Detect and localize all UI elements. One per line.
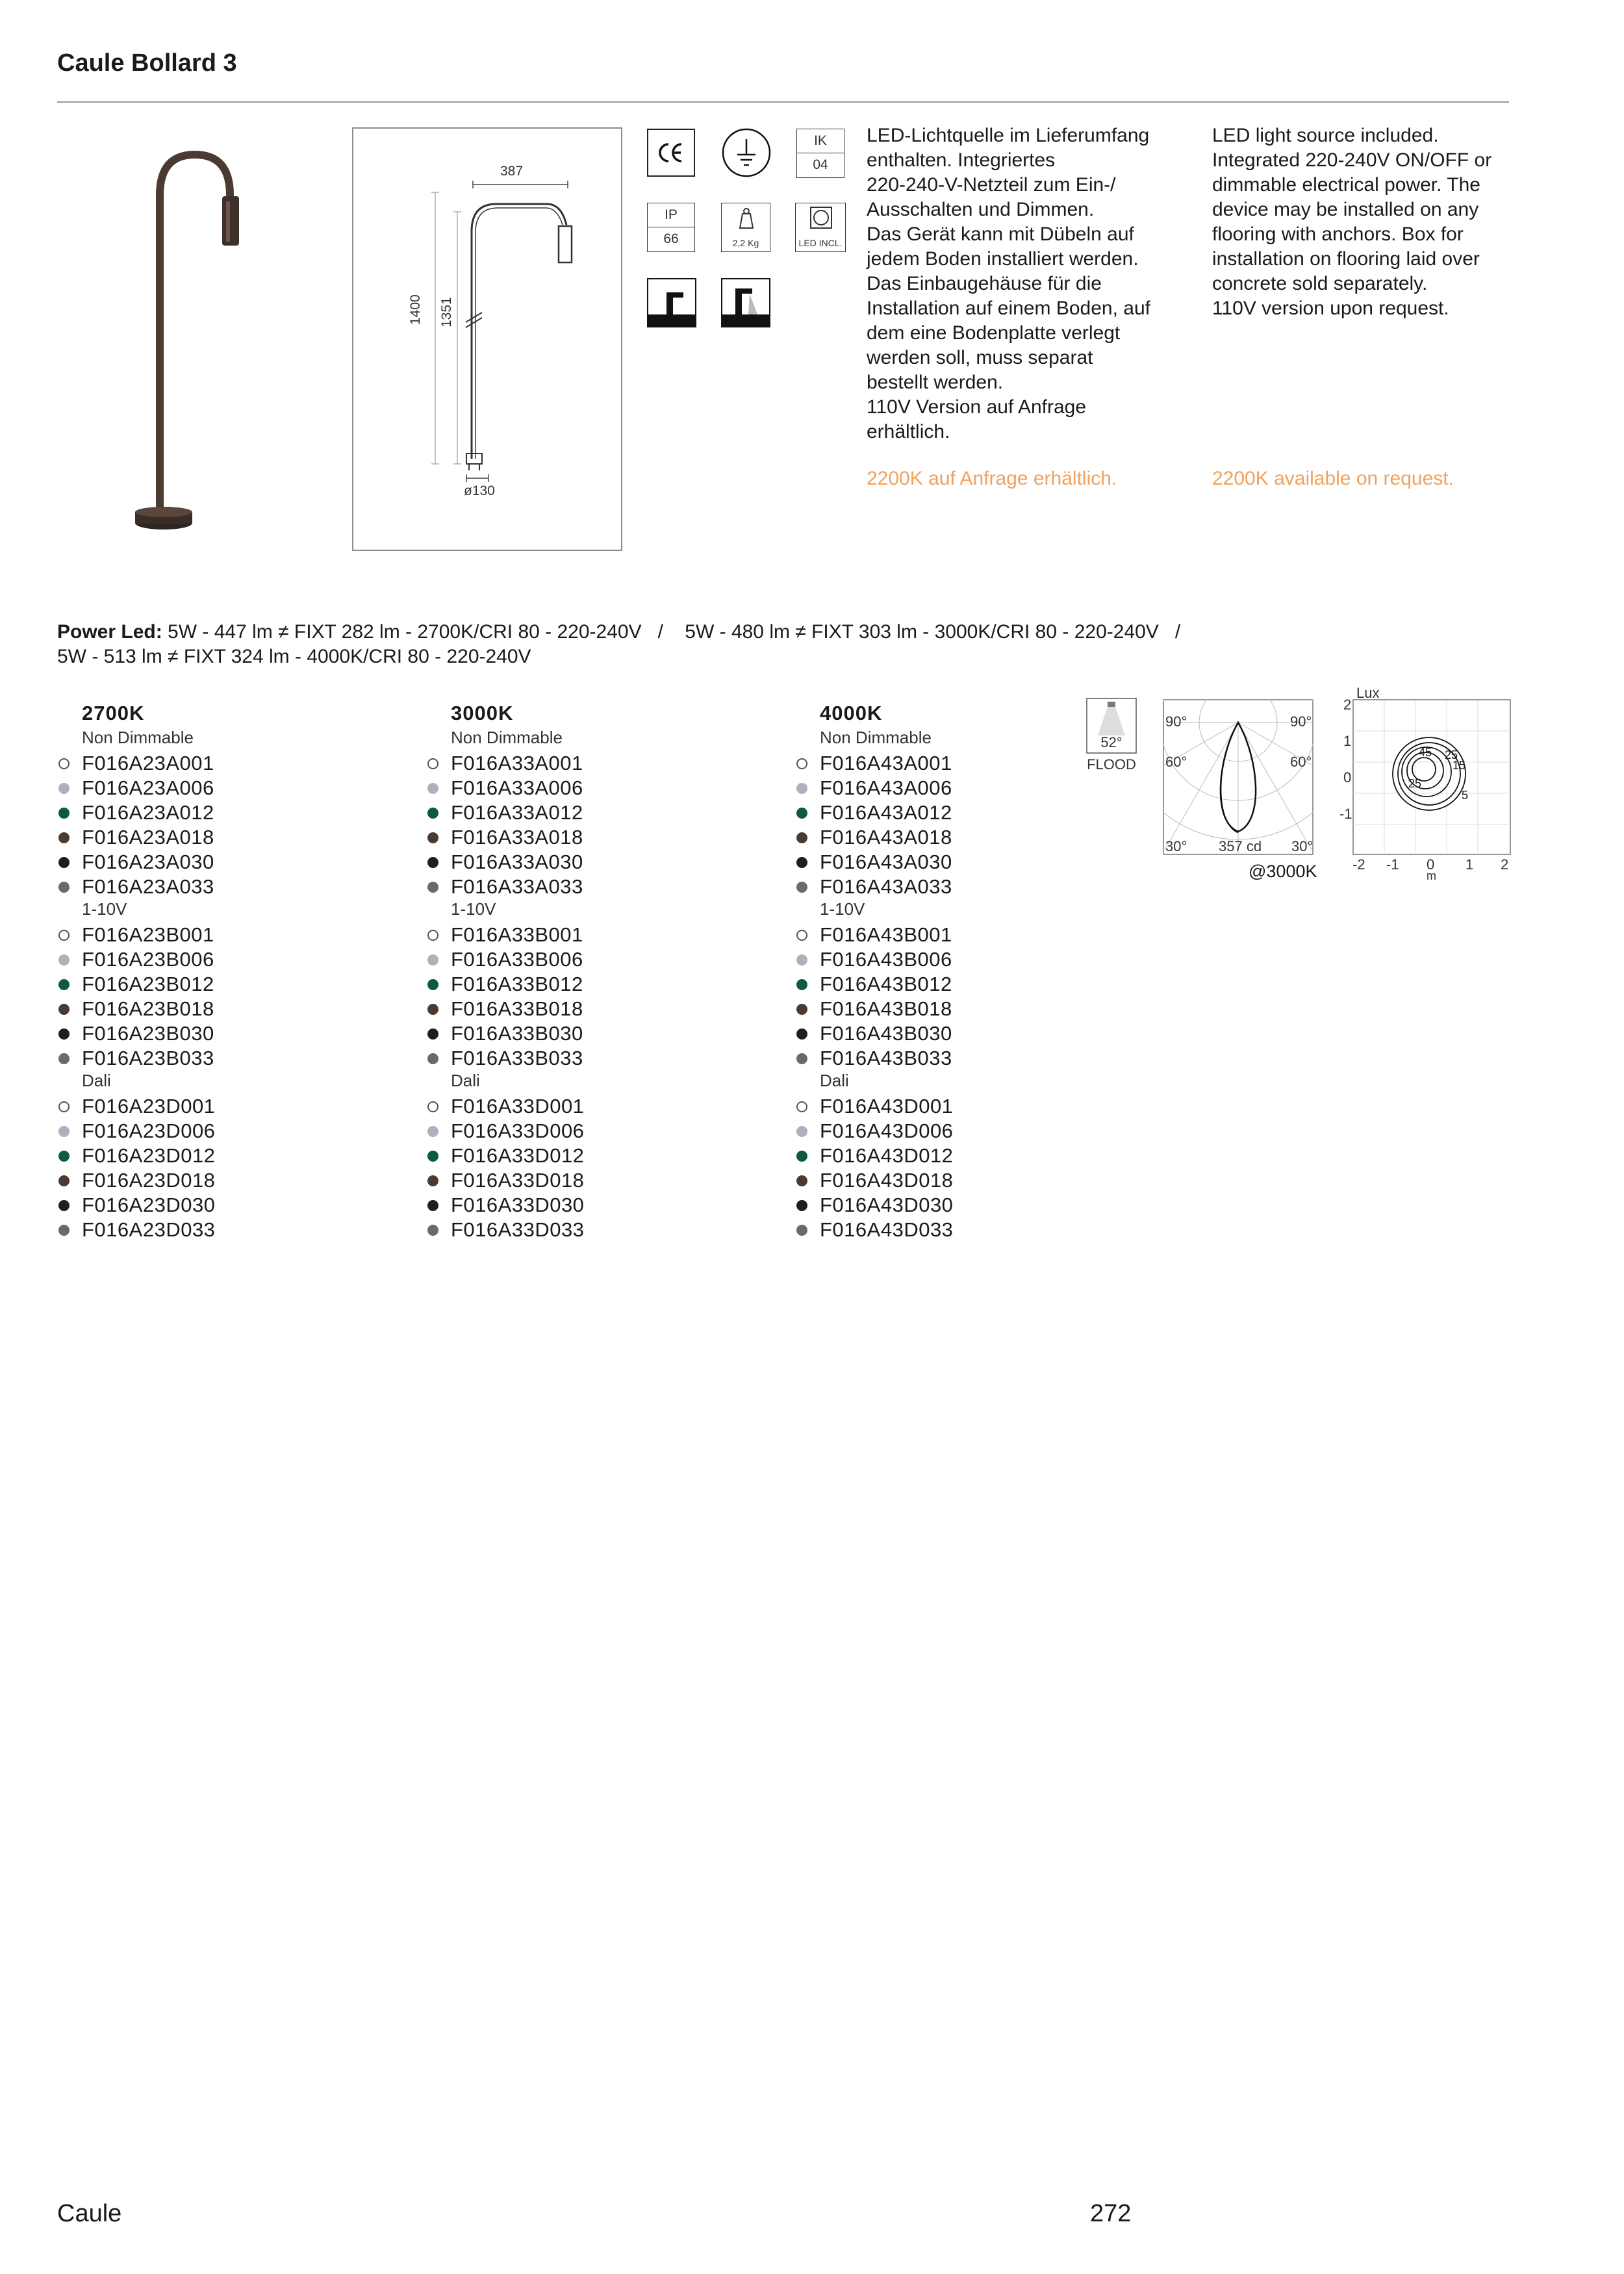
code-row [82, 1046, 394, 1071]
code-row [82, 776, 394, 800]
finish-color-dot [58, 1101, 70, 1112]
product-code: F016A23B033 [82, 1047, 214, 1069]
led-incl-label: LED INCL. [798, 238, 843, 248]
polar-60-left: 60° [1165, 754, 1187, 770]
lux-x-unit: m [1427, 869, 1436, 882]
finish-color-dot [796, 758, 807, 769]
note-2200k-de: 2200K auf Anfrage erhältlich. [867, 468, 1117, 489]
lux-x-tick-0: 0 [1427, 856, 1435, 873]
product-code: F016A23B006 [82, 948, 214, 971]
finish-color-dot [796, 857, 807, 868]
finish-color-dot [427, 954, 438, 965]
weight-box [721, 203, 770, 252]
code-row [82, 751, 394, 776]
code-row [820, 875, 1132, 899]
note-2200k-en: 2200K available on request. [1212, 468, 1454, 489]
code-row [82, 1021, 394, 1046]
group-label: Dali [451, 1071, 480, 1090]
code-row [820, 825, 1132, 850]
product-code: F016A23B012 [82, 973, 214, 995]
product-code: F016A43D001 [820, 1095, 954, 1118]
finish-color-dot [796, 1200, 807, 1211]
finish-color-dot [796, 832, 807, 843]
product-code: F016A23A001 [82, 752, 214, 774]
group-label: 1-10V [451, 899, 496, 919]
code-row [451, 1168, 763, 1193]
product-code: F016A33A030 [451, 850, 583, 873]
finish-color-dot [58, 1151, 70, 1162]
footer-family: Caule [57, 2200, 122, 2227]
description-de-line: enthalten. Integriertes [867, 149, 1056, 171]
led-icon [796, 203, 846, 235]
finish-color-dot [427, 979, 438, 990]
code-row [820, 997, 1132, 1021]
description-en-line: dimmable electrical power. The [1212, 174, 1480, 196]
product-code: F016A43B001 [820, 923, 952, 946]
product-code: F016A43A033 [820, 875, 952, 898]
finish-color-dot [427, 1053, 438, 1064]
finish-color-dot [796, 1225, 807, 1236]
product-code: F016A43D018 [820, 1169, 954, 1192]
product-code: F016A43D006 [820, 1119, 954, 1142]
installation-floor-icon [647, 278, 696, 327]
product-code: F016A23D018 [82, 1169, 216, 1192]
product-code: F016A23B030 [82, 1022, 214, 1045]
code-row [82, 1218, 394, 1242]
finish-color-dot [796, 808, 807, 819]
description-de-line: Das Einbaugehäuse für die [867, 273, 1102, 294]
code-row [451, 1143, 763, 1168]
finish-color-dot [427, 1200, 438, 1211]
product-code: F016A33B006 [451, 948, 583, 971]
code-row [82, 1119, 394, 1143]
installation-beam-icon [721, 278, 770, 327]
polar-30-right: 30° [1291, 838, 1313, 854]
weight-value: 2,2 Kg [732, 238, 759, 248]
product-code: F016A33A033 [451, 875, 583, 898]
product-code: F016A43D012 [820, 1144, 954, 1167]
lux-ring-15: 15 [1453, 759, 1466, 772]
product-code: F016A33B033 [451, 1047, 583, 1069]
description-de-line: 220-240-V-Netzteil zum Ein-/ [867, 174, 1116, 196]
product-code: F016A23D030 [82, 1194, 216, 1216]
code-row [451, 923, 763, 947]
code-row [820, 1168, 1132, 1193]
finish-color-dot [427, 857, 438, 868]
description-en-line: device may be installed on any [1212, 199, 1479, 220]
code-row [820, 947, 1132, 972]
finish-color-dot [796, 783, 807, 794]
lux-ring-5: 5 [1462, 789, 1469, 802]
finish-color-dot [796, 882, 807, 893]
description-de-line: werden soll, muss separat [867, 347, 1093, 368]
finish-color-dot [58, 954, 70, 965]
column-heading: 2700K [82, 702, 145, 724]
code-row [451, 875, 763, 899]
beam-angle-value: 52° [1100, 734, 1123, 750]
code-row [82, 947, 394, 972]
ik-value: 04 [813, 157, 828, 172]
code-row [451, 1021, 763, 1046]
group-label: 1-10V [820, 899, 865, 919]
code-row [451, 997, 763, 1021]
finish-color-dot [796, 930, 807, 941]
code-row [82, 1143, 394, 1168]
finish-color-dot [58, 1225, 70, 1236]
description-en [1212, 123, 1517, 321]
code-row [82, 1193, 394, 1218]
finish-color-dot [796, 1004, 807, 1015]
lux-ring-25: 25 [1445, 748, 1458, 761]
product-code: F016A23A012 [82, 801, 214, 824]
product-code: F016A23A018 [82, 826, 214, 849]
title-divider [57, 101, 1509, 103]
product-code: F016A43A001 [820, 752, 952, 774]
product-code: F016A33A001 [451, 752, 583, 774]
product-code: F016A23D012 [82, 1144, 216, 1167]
code-row [451, 972, 763, 997]
code-row [820, 1119, 1132, 1143]
product-code: F016A33A006 [451, 776, 583, 799]
code-row [820, 1218, 1132, 1242]
codes-column-4000k [820, 702, 1132, 1242]
finish-color-dot [427, 832, 438, 843]
product-code: F016A33D006 [451, 1119, 585, 1142]
code-row [82, 1168, 394, 1193]
lux-unit: Lux [1356, 685, 1380, 701]
finish-color-dot [58, 758, 70, 769]
product-code: F016A43A018 [820, 826, 952, 849]
description-de-line: erhältlich. [867, 421, 950, 442]
product-code: F016A33A018 [451, 826, 583, 849]
finish-color-dot [796, 979, 807, 990]
product-code: F016A33B018 [451, 997, 583, 1020]
code-row [451, 1193, 763, 1218]
group-label: Non Dimmable [820, 728, 932, 747]
finish-color-dot [796, 1101, 807, 1112]
weight-icon [722, 203, 771, 235]
finish-color-dot [796, 1175, 807, 1186]
product-code: F016A43A012 [820, 801, 952, 824]
finish-color-dot [427, 758, 438, 769]
finish-color-dot [427, 882, 438, 893]
finish-color-dot [58, 857, 70, 868]
code-row [451, 825, 763, 850]
product-code: F016A33D033 [451, 1218, 585, 1241]
column-heading: 4000K [820, 702, 883, 724]
polar-90-right: 90° [1290, 713, 1312, 730]
polar-30-left: 30° [1165, 838, 1187, 854]
code-row [451, 751, 763, 776]
product-code: F016A33B030 [451, 1022, 583, 1045]
lux-y-tick-2: 2 [1343, 696, 1352, 713]
finish-color-dot [58, 1126, 70, 1137]
product-code: F016A43A006 [820, 776, 952, 799]
finish-color-dot [427, 1101, 438, 1112]
code-row [82, 1094, 394, 1119]
description-de-line: Das Gerät kann mit Dübeln auf [867, 224, 1134, 245]
description-de [867, 123, 1198, 444]
code-row [82, 825, 394, 850]
group-label: Non Dimmable [451, 728, 563, 747]
finish-color-dot [58, 979, 70, 990]
code-row [820, 1143, 1132, 1168]
code-row [82, 850, 394, 875]
group-label: 1-10V [82, 899, 127, 919]
code-row [820, 923, 1132, 947]
code-row [451, 1094, 763, 1119]
description-de-line: 110V Version auf Anfrage [867, 396, 1087, 418]
ground-class-icon [721, 127, 772, 178]
product-code: F016A43B006 [820, 948, 952, 971]
group-label: Dali [820, 1071, 849, 1090]
finish-color-dot [427, 808, 438, 819]
lux-x-tick-neg2: -2 [1352, 856, 1365, 873]
finish-color-dot [427, 930, 438, 941]
finish-color-dot [796, 954, 807, 965]
polar-caption: @3000K [1249, 862, 1317, 881]
page-number: 272 [1090, 2200, 1132, 2227]
code-row [451, 1218, 763, 1242]
lux-ring-25-inner: 25 [1408, 777, 1422, 790]
ip-label: IP [648, 203, 694, 227]
product-photo [117, 143, 273, 546]
code-row [820, 850, 1132, 875]
finish-color-dot [58, 882, 70, 893]
ik-rating [796, 129, 844, 178]
ik-label: IK [797, 129, 844, 153]
ce-mark [647, 129, 695, 177]
code-row [451, 947, 763, 972]
product-code: F016A23A030 [82, 850, 214, 873]
polar-90-left: 90° [1165, 713, 1187, 730]
codes-column-3000k [451, 702, 763, 1242]
product-code: F016A23D001 [82, 1095, 216, 1118]
product-code: F016A33B001 [451, 923, 583, 946]
description-de-line: Installation auf einem Boden, auf [867, 298, 1150, 319]
power-line-1: 5W - 447 lm ≠ FIXT 282 lm - 2700K/CRI 80 - 220-240V / 5W - 480 lm ≠ FIXT 303 lm - 3000K/CRI 80 - 220-240V / [162, 621, 1181, 643]
product-code: F016A33D001 [451, 1095, 585, 1118]
description-en-line: flooring with anchors. Box for [1212, 224, 1464, 245]
product-code: F016A23B001 [82, 923, 214, 946]
description-de-line: LED-Lichtquelle im Lieferumfang [867, 125, 1150, 146]
code-row [82, 997, 394, 1021]
finish-color-dot [427, 1175, 438, 1186]
product-code: F016A33D018 [451, 1169, 585, 1192]
ip-value: 66 [663, 231, 679, 246]
finish-color-dot [796, 1126, 807, 1137]
product-code: F016A33B012 [451, 973, 583, 995]
code-row [820, 1021, 1132, 1046]
description-de-line: jedem Boden installiert werden. [867, 248, 1139, 270]
finish-color-dot [427, 1028, 438, 1040]
power-label: Power Led: [57, 621, 162, 643]
lux-x-tick-2: 2 [1501, 856, 1509, 873]
lux-diagram [1352, 699, 1511, 855]
description-en-line: LED light source included. [1212, 125, 1439, 146]
finish-color-dot [427, 1126, 438, 1137]
product-code: F016A23B018 [82, 997, 214, 1020]
description-en-line: Integrated 220-240V ON/OFF or [1212, 149, 1492, 171]
page-title: Caule Bollard 3 [57, 49, 237, 77]
product-code: F016A23D033 [82, 1218, 216, 1241]
code-row [451, 800, 763, 825]
product-code: F016A43D030 [820, 1194, 954, 1216]
finish-color-dot [58, 930, 70, 941]
finish-color-dot [427, 1225, 438, 1236]
ce-icon [648, 130, 694, 175]
code-row [820, 800, 1132, 825]
code-row [820, 1046, 1132, 1071]
finish-color-dot [58, 1200, 70, 1211]
product-code: F016A43B030 [820, 1022, 952, 1045]
power-line-2: 5W - 513 lm ≠ FIXT 324 lm - 4000K/CRI 80 - 220-240V [57, 646, 531, 667]
lux-x-tick-neg1: -1 [1386, 856, 1399, 873]
finish-color-dot [58, 832, 70, 843]
finish-color-dot [58, 808, 70, 819]
code-row [451, 1046, 763, 1071]
description-en-line: concrete sold separately. [1212, 273, 1428, 294]
finish-color-dot [796, 1053, 807, 1064]
code-row [820, 776, 1132, 800]
codes-column-2700k [82, 702, 394, 1242]
finish-color-dot [796, 1151, 807, 1162]
ip-rating [647, 203, 695, 252]
finish-color-dot [796, 1028, 807, 1040]
code-row [820, 972, 1132, 997]
product-code: F016A43B018 [820, 997, 952, 1020]
product-code: F016A33A012 [451, 801, 583, 824]
code-row [451, 776, 763, 800]
dim-height: 1400 [408, 294, 423, 325]
product-code: F016A43D033 [820, 1218, 954, 1241]
product-code: F016A23A033 [82, 875, 214, 898]
led-incl-box [795, 203, 846, 252]
lux-y-tick-neg1: -1 [1339, 806, 1352, 822]
product-code: F016A33D012 [451, 1144, 585, 1167]
product-code: F016A43B012 [820, 973, 952, 995]
description-en-line: installation on flooring laid over [1212, 248, 1480, 270]
finish-color-dot [58, 1028, 70, 1040]
code-row [82, 972, 394, 997]
product-code: F016A23D006 [82, 1119, 216, 1142]
code-row [82, 923, 394, 947]
finish-color-dot [427, 1004, 438, 1015]
group-label: Non Dimmable [82, 728, 194, 747]
product-code: F016A23A006 [82, 776, 214, 799]
beam-type: FLOOD [1087, 756, 1136, 773]
lux-y-tick-1: 1 [1343, 733, 1352, 749]
code-row [82, 875, 394, 899]
power-led-spec [57, 620, 1486, 669]
code-row [820, 1094, 1132, 1119]
product-code: F016A43B033 [820, 1047, 952, 1069]
description-de-line: dem eine Bodenplatte verlegt [867, 322, 1121, 344]
lux-ring-45: 45 [1419, 746, 1432, 759]
code-row [451, 1119, 763, 1143]
code-row [82, 800, 394, 825]
finish-color-dot [58, 1175, 70, 1186]
finish-color-dot [427, 783, 438, 794]
finish-color-dot [58, 1053, 70, 1064]
description-de-line: Ausschalten und Dimmen. [867, 199, 1095, 220]
product-code: F016A33D030 [451, 1194, 585, 1216]
column-heading: 3000K [451, 702, 514, 724]
code-row [451, 850, 763, 875]
finish-color-dot [58, 783, 70, 794]
lux-x-tick-1: 1 [1465, 856, 1474, 873]
finish-color-dot [58, 1004, 70, 1015]
description-en-line: 110V version upon request. [1212, 298, 1449, 319]
code-row [820, 1193, 1132, 1218]
finish-color-dot [427, 1151, 438, 1162]
group-label: Dali [82, 1071, 111, 1090]
product-code: F016A43A030 [820, 850, 952, 873]
dim-width: 387 [500, 164, 524, 179]
description-de-line: bestellt werden. [867, 372, 1004, 393]
polar-60-right: 60° [1290, 754, 1312, 770]
dim-base: ø130 [464, 483, 495, 498]
dim-pole: 1351 [439, 297, 454, 327]
polar-cd: 357 cd [1219, 838, 1262, 854]
lux-y-tick-0: 0 [1343, 769, 1352, 786]
